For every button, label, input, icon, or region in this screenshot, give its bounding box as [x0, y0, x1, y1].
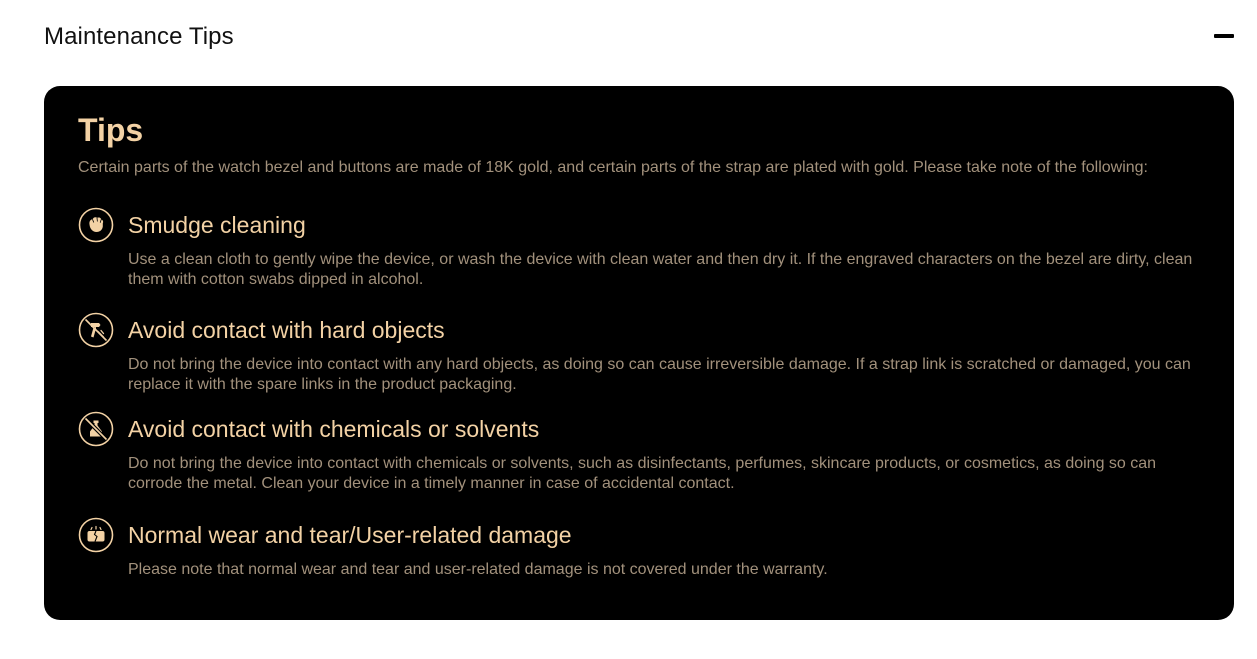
tip-description: Do not bring the device into contact with chemicals or solvents, such as disinfectants, perfumes, skincare products, or cosmetics, as doing so can corrode the metal. Clean your device in a timely manner in case of accidental contact.: [128, 455, 1157, 492]
hand-wipe-icon: [78, 207, 114, 243]
tip-title: Avoid contact with hard objects: [128, 317, 445, 343]
tips-card: [44, 86, 1234, 620]
tip-description: Do not bring the device into contact with any hard objects, as doing so can cause irreversible damage. If a strap link is scratched or damaged, you can replace it with the spare links in the product packaging.: [128, 356, 1191, 393]
collapse-button[interactable]: [1208, 24, 1238, 48]
tip-title: Normal wear and tear/User-related damage: [128, 522, 572, 548]
no-hammer-icon: [78, 312, 114, 348]
no-chemical-bottle-icon: [78, 411, 114, 447]
tip-title: Avoid contact with chemicals or solvents: [128, 416, 540, 442]
section-title: Maintenance Tips: [44, 23, 234, 50]
tips-heading: Tips: [78, 112, 144, 148]
tip-title: Smudge cleaning: [128, 212, 306, 238]
minus-icon: [1214, 34, 1234, 38]
tip-description: Use a clean cloth to gently wipe the device, or wash the device with clean water and then dry it. If the engraved characters on the bezel are dirty, clean them with cotton swabs dipped in alcohol.: [128, 251, 1193, 288]
maintenance-tips-header[interactable]: [0, 0, 1257, 72]
tips-intro: Certain parts of the watch bezel and buttons are made of 18K gold, and certain parts of the strap are plated with gold. Please take note of the following:: [78, 159, 1148, 176]
tip-description: Please note that normal wear and tear and user-related damage is not covered under the warranty.: [128, 561, 828, 578]
damaged-device-icon: [78, 517, 114, 553]
